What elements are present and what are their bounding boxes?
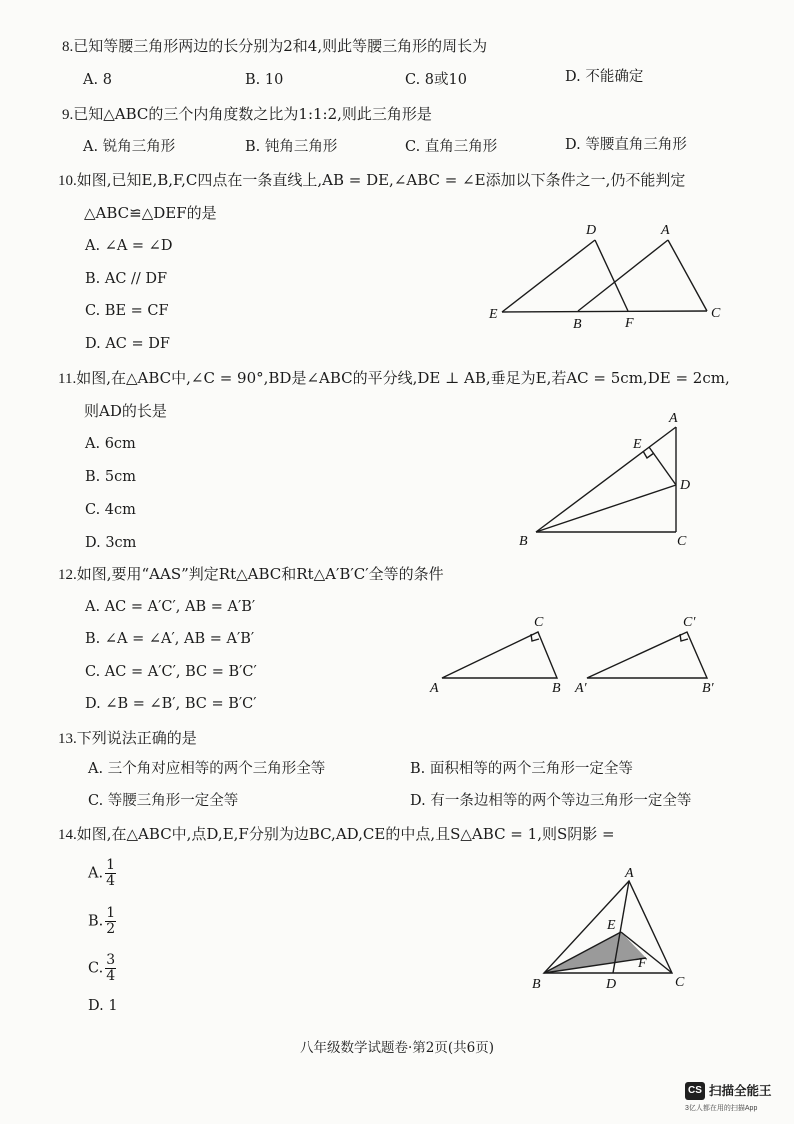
q11-option-c: C. 4cm <box>85 502 136 518</box>
point-label-a-prime: A′ <box>575 681 587 696</box>
triangle-abc-prime <box>587 632 707 678</box>
question-number: 12. <box>58 567 77 583</box>
point-label-e: E <box>607 918 616 933</box>
q11-option-d: D. 3cm <box>85 535 137 551</box>
q10-option-c: C. BE = CF <box>85 303 169 319</box>
q10-option-d: D. AC = DF <box>85 336 170 352</box>
q11-option-b: B. 5cm <box>85 469 136 485</box>
question-12 <box>58 565 444 584</box>
point-label-c: C <box>534 615 544 630</box>
fraction <box>105 858 116 889</box>
q8-option-a: A. 8 <box>83 72 112 88</box>
point-label-c-prime: C′ <box>683 615 696 630</box>
scanner-logo <box>683 1080 793 1120</box>
question-11 <box>58 369 730 388</box>
q10-option-a: A. ∠A = ∠D <box>85 238 173 254</box>
line-ab <box>536 427 676 532</box>
numerator: 3 <box>106 952 116 968</box>
question-text: 如图,在△ABC中,∠C = 90°,BD是∠ABC的平分线,DE ⊥ AB,垂足为E,若AC = 5cm,DE = 2cm, <box>76 369 730 387</box>
point-label-b: B <box>552 681 561 696</box>
line-bd <box>536 485 676 532</box>
question-text: 如图,已知E,B,F,C四点在一条直线上,AB = DE,∠ABC = ∠E添加以下条件之一,仍不能判定 <box>76 171 686 189</box>
point-label-c: C <box>711 306 721 321</box>
point-label-e: E <box>633 437 642 452</box>
question-number: 10. <box>58 173 77 189</box>
q14-option-d: D. 1 <box>88 998 118 1014</box>
triangle-abc <box>442 632 557 678</box>
point-label-a: A <box>625 866 634 881</box>
line-ac <box>668 240 707 311</box>
q8-option-d: D. 不能确定 <box>565 69 644 85</box>
q14-option-c <box>88 953 116 984</box>
option-label: C. <box>88 960 104 977</box>
q9-option-b: B. 钝角三角形 <box>245 139 338 155</box>
q11-figure <box>510 405 710 550</box>
question-10-line-2: △ABC≌△DEF的是 <box>84 204 217 222</box>
fraction <box>105 953 116 984</box>
q13-option-c: C. 等腰三角形一定全等 <box>88 793 239 809</box>
q9-option-d: D. 等腰直角三角形 <box>565 137 687 153</box>
point-label-a: A <box>669 411 678 426</box>
shaded-region-bef <box>544 932 646 973</box>
q14-figure <box>525 862 695 994</box>
q10-figure <box>480 215 730 335</box>
option-label: A. <box>88 865 104 882</box>
point-label-d: D <box>606 977 617 992</box>
point-label-c: C <box>677 534 687 549</box>
denominator: 4 <box>106 873 116 889</box>
page-footer: 八年级数学试题卷·第2页(共6页) <box>299 1040 494 1056</box>
q8-option-b: B. 10 <box>245 72 284 88</box>
question-number: 9. <box>62 107 74 123</box>
question-number: 14. <box>58 827 77 843</box>
fraction <box>105 906 116 937</box>
question-number: 8. <box>62 39 74 55</box>
question-14 <box>58 825 615 844</box>
q12-option-d: D. ∠B = ∠B′, BC = B′C′ <box>85 696 257 712</box>
q13-option-d: D. 有一条边相等的两个等边三角形一定全等 <box>410 793 692 809</box>
question-text: 已知等腰三角形两边的长分别为2和4,则此等腰三角形的周长为 <box>73 37 488 55</box>
q12-option-a: A. AC = A′C′, AB = A′B′ <box>85 599 256 615</box>
logo-brand-name: 扫描全能王 <box>709 1084 772 1098</box>
point-label-c: C <box>675 975 685 990</box>
question-8 <box>62 37 487 56</box>
q9-option-c: C. 直角三角形 <box>405 139 498 155</box>
point-label-f: F <box>638 956 647 971</box>
q13-option-b: B. 面积相等的两个三角形一定全等 <box>410 761 633 777</box>
q8-option-c: C. 8或10 <box>405 72 467 88</box>
point-label-d: D <box>586 223 597 238</box>
numerator: 1 <box>106 905 116 921</box>
question-number: 13. <box>58 731 77 747</box>
q12-option-c: C. AC = A′C′, BC = B′C′ <box>85 664 257 680</box>
point-label-b: B <box>519 534 528 549</box>
q11-option-a: A. 6cm <box>85 436 136 452</box>
point-label-b: B <box>573 317 582 332</box>
option-label: B. <box>88 913 104 930</box>
point-label-e: E <box>489 307 498 322</box>
question-11-line-2: 则AD的长是 <box>84 402 167 420</box>
camscanner-logo-icon: CS <box>685 1082 705 1100</box>
question-13 <box>58 729 197 748</box>
logo-tagline: 3亿人都在用的扫描App <box>685 1105 758 1112</box>
q13-option-a: A. 三个角对应相等的两个三角形全等 <box>88 761 326 777</box>
point-label-a: A <box>430 681 439 696</box>
point-label-d: D <box>680 478 691 493</box>
point-label-a: A <box>661 223 670 238</box>
question-10 <box>58 171 685 190</box>
numerator: 1 <box>106 857 116 873</box>
question-number: 11. <box>58 371 77 387</box>
q14-option-a <box>88 858 116 889</box>
point-label-b-prime: B′ <box>702 681 714 696</box>
q12-figure <box>425 608 725 700</box>
question-text: 已知△ABC的三个内角度数之比为1:1:2,则此三角形是 <box>73 105 432 123</box>
q9-option-a: A. 锐角三角形 <box>83 139 176 155</box>
question-text: 如图,在△ABC中,点D,E,F分别为边BC,AD,CE的中点,且S△ABC = 1,则S阴影 = <box>76 825 615 843</box>
denominator: 4 <box>106 968 116 984</box>
line-ec <box>502 311 707 312</box>
point-label-f: F <box>625 316 634 331</box>
question-9 <box>62 105 432 124</box>
line-ed <box>502 240 595 312</box>
line-de <box>649 447 676 485</box>
question-text: 如图,要用“AAS”判定Rt△ABC和Rt△A′B′C′全等的条件 <box>76 565 444 583</box>
q14-option-b <box>88 906 116 937</box>
point-label-b: B <box>532 977 541 992</box>
q12-option-b: B. ∠A = ∠A′, AB = A′B′ <box>85 631 255 647</box>
q10-option-b: B. AC // DF <box>85 271 168 287</box>
denominator: 2 <box>106 921 116 937</box>
question-text: 下列说法正确的是 <box>76 729 197 747</box>
